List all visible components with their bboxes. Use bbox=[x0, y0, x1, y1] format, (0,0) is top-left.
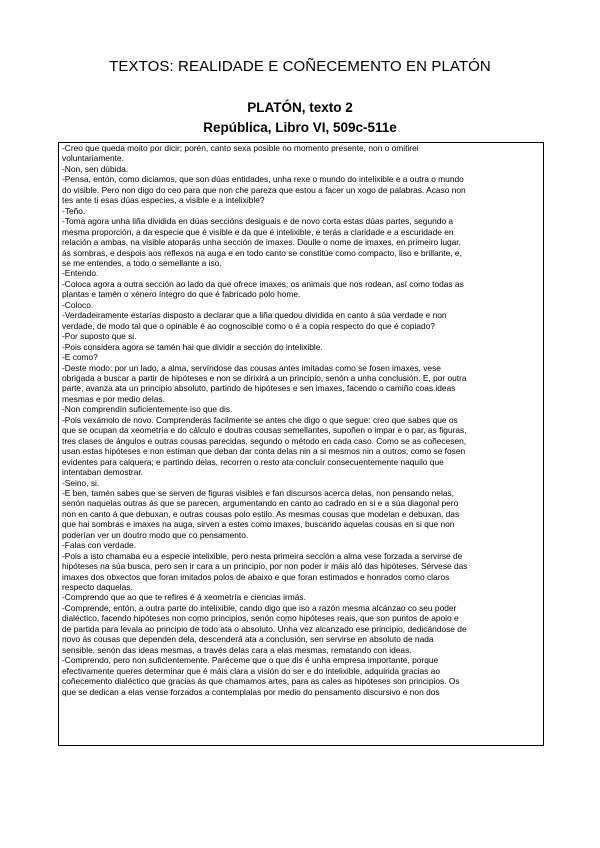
page-title: TEXTOS: REALIDADE E COÑECEMENTO EN PLATÓN bbox=[109, 58, 491, 75]
text-line: -Seino, si. bbox=[62, 477, 100, 488]
text-line: -Creo que queda moito por dicir; porén, canto sexa posible no momento presente, non o omitirei bbox=[62, 143, 419, 153]
text-line: hipóteses na súa busca, pero sen ir cara a un principio, por non poder ir máis aló das hipóteses. Sérvese das bbox=[62, 561, 468, 572]
text-line: imaxes dos obxectos que foran imitados polos de abaixo e que foran estimados e honrados como claros bbox=[62, 571, 450, 582]
text-line: -Falas con verdade. bbox=[62, 540, 137, 551]
text-line: novo ás cousas que dependen dela, descenderá ata a conclusión, sen servirse en absoluto de nada bbox=[62, 634, 434, 645]
text-line: ás sombras, e despois aos reflexos na auga e en todo canto se constitúe como compacto, liso e brillante, e, bbox=[62, 247, 462, 258]
text-line: -Pensa, entón, como diciamos, que son dúas entidades, unha rexe o mundo do intelixible e a outra o mundo bbox=[62, 174, 464, 185]
text-line: usan estas hipóteses e non estiman que deban dar conta delas nin a si mesmos nin a outros, como se fosen bbox=[62, 446, 466, 457]
text-line: -Comprende, entón, a outra parte do intelixible, cando digo que iso a razón mesma alcánzao co seu poder bbox=[62, 602, 457, 613]
text-line: senón naquelas outras ás que se parecen, argumentando en canto ao cadrado en si e a súa diagonal pero bbox=[62, 498, 459, 509]
text-line: coñecemento dialéctico que gracias ás que chamamos artes, para as cales as hipóteses son principios. Os bbox=[62, 676, 460, 687]
text-source-heading: República, Libro VI, 509c-511e bbox=[203, 120, 397, 135]
text-line: que hai sombras e imaxes na auga, sirven a estes como imaxes, buscando aquelas cousas en si que non bbox=[62, 519, 455, 530]
text-line: mesma proporción, a da especie que é visible e da que é intelixible, e terás a claridade e a escuridade en bbox=[62, 226, 454, 237]
text-line: tes ante ti esas dúas especies, a visible e a intelixible? bbox=[62, 195, 265, 206]
text-line: dialéctico, facendo hipóteses non como principios, senón como hipóteses reais, que son puntos de apoio e bbox=[62, 613, 459, 624]
text-line: voluntariamente. bbox=[62, 153, 124, 164]
text-line: que se ocupan da xeometría e do cálculo e doutras cousas semellantes, supoñen o impar e o par, as figuras, bbox=[62, 425, 467, 436]
text-line: plantas e tamén o xénero íntegro do que é fabricado polo home. bbox=[62, 289, 301, 300]
text-line: -Teño. bbox=[62, 205, 86, 216]
text-excerpt-box bbox=[58, 142, 544, 746]
text-line: mesmas e por medio delas. bbox=[62, 393, 165, 404]
text-line: -Coloca agora a outra sección ao lado da que ofrece imaxes, os animais que nos rodean, así como todas as bbox=[62, 278, 464, 289]
text-line: obrigada a buscar a partir de hipóteses e non se dirixirá a un principio, senón a unha conclusión. E, por outra bbox=[62, 372, 467, 383]
text-line: respecto daquelas. bbox=[62, 582, 133, 593]
text-line: non en canto á que debuxan, e outras cousas polo estilo. As mesmas cousas que modelan e debuxan, das bbox=[62, 508, 460, 519]
text-line: -Non, sen dúbida. bbox=[62, 163, 129, 174]
text-line: -Comprendo, pero non suficientemente. Paréceme que o que dis é unha empresa importante, porque bbox=[62, 655, 439, 666]
text-line: -Por suposto que si. bbox=[62, 331, 137, 342]
text-line: -Comprendo que ao que te refires é á xeometría e ciencias irmás. bbox=[62, 592, 306, 603]
text-line: -E como? bbox=[62, 352, 98, 363]
text-line: relación a ambas, na visible atoparás unha sección de imaxes. Doulle o nome de imaxes, en primeiro lugar, bbox=[62, 237, 461, 248]
text-line: -E ben, tamén sabes que se serven de figuras visibles e fan discursos acerca delas, non pensando nelas, bbox=[62, 487, 454, 498]
text-line: que se dedican a elas vense forzados a contemplalas por medio do pensamento discursivo e non dos bbox=[62, 686, 440, 697]
text-line: verdade, de modo tal que o opinable é ao cognoscible como o é a copia respecto do que é copiado? bbox=[62, 320, 435, 331]
text-line: -Non comprendín suficientemente iso que dis. bbox=[62, 404, 233, 415]
text-author-heading: PLATÓN, texto 2 bbox=[247, 100, 353, 115]
text-line: intentaban demostrar. bbox=[62, 467, 144, 478]
text-line: se me entendes, a todo o semellante a iso. bbox=[62, 257, 222, 268]
text-line: -Pois a isto chamaba eu a especie intelixible, pero nesta primeira sección a alma vese forzada a servirse de bbox=[62, 550, 463, 561]
text-line: -Coloco. bbox=[62, 299, 94, 310]
text-line: tres clases de ángulos e outras cousas parecidas, segundo o método en cada caso. Como se as coñecesen, bbox=[62, 435, 467, 446]
text-line: parte, avanza ata un principio absoluto, partindo de hipóteses e sen imaxes, facendo o camiño coas ideas bbox=[62, 383, 456, 394]
text-line: -Deste modo: por un lado, a alma, servíndose das cousas antes imitadas como se fosen imaxes, vese bbox=[62, 362, 441, 373]
text-line: -Pois vexámolo de novo. Comprenderás facilmente se antes che digo o que segue: creo que sabes que os bbox=[62, 414, 458, 425]
text-line: efectivamente queres determinar que é máis clara a visión do ser e do intelixible, adquirida gracias ao bbox=[62, 665, 441, 676]
text-line: evidentes para calquera; e partindo delas, recorren o resto ata concluír consecuentemente naquilo que bbox=[62, 456, 444, 467]
text-line: -Verdadeiramente estarías disposto a declarar que a liña quedou dividida en canto á súa verdade e non bbox=[62, 310, 447, 321]
text-line: -Pois considera agora se tamén hai que dividir a sección do intelixible. bbox=[62, 341, 323, 352]
text-line: de partida para levala ao principio de todo ata o absoluto. Unha vez alcanzado ese principio, dedicándose de bbox=[62, 623, 467, 634]
text-line: do visible. Pero non digo do ceo para que non che pareza que estou a facer un xogo de palabras. Acaso non bbox=[62, 184, 466, 195]
text-line: poderían ver un doutro modo que co pensamento. bbox=[62, 529, 249, 540]
text-line: sensible, senón das ideas mesmas, a través delas cara a elas mesmas, rematando con ideas. bbox=[62, 644, 412, 655]
text-line: -Toma agora unha liña dividida en dúas seccións desiguais e de novo corta estas dúas partes, segundo a bbox=[62, 216, 454, 227]
text-line: -Entendo. bbox=[62, 268, 99, 279]
